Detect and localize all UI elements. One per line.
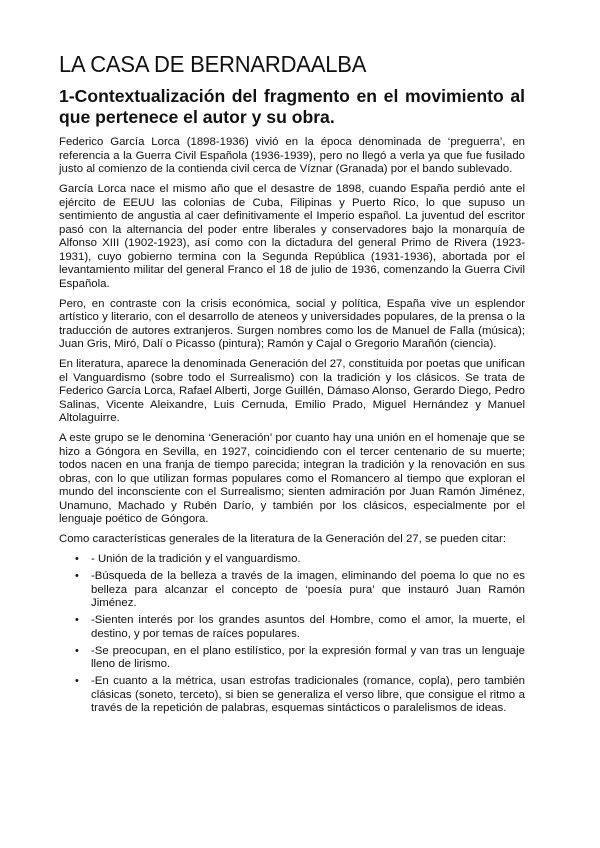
bullet-icon: •: [75, 570, 79, 582]
list-item-text: -En cuanto a la métrica, usan estrofas tradicionales (romance, copla), pero también clásicas (soneto, terceto), si bien se generaliza el verso libre, que consigue el ritmo a través de la repetición de palabras, esquemas sintácticos o paralelismos de ideas.: [91, 675, 525, 714]
paragraph-1: Federico García Lorca (1898-1936) vivió en la época denominada de ‘preguerra’, en referencia a la Guerra Civil Española (1936-1939), pero no llegó a verla ya que fue fusilado justo al comienzo de la contienda civil cerca de Víznar (Granada) por el bando sublevado.: [59, 136, 525, 175]
paragraph-6: Como características generales de la literatura de la Generación del 27, se pueden citar:: [59, 533, 507, 545]
bullet-icon: •: [75, 614, 79, 626]
list-item-text: - Unión de la tradición y el vanguardismo.: [91, 553, 301, 565]
paragraph-3: Pero, en contraste con la crisis económica, social y política, España vive un esplendor artístico y literario, con el desarrollo de ateneos y universidades populares, de la prensa o la traducción de autores extranjeros. Surgen nombres como los de Manuel de Falla (música); Juan Gris, Miró, Dalí o Picasso (pintura); Ramón y Cajal o Gregorio Marañón (ciencia).: [59, 297, 525, 350]
section-title: 1-Contextualización del fragmento en el movimiento al que pertenece el autor y su obra.: [59, 86, 525, 127]
paragraph-4: En literatura, aparece la denominada Generación del 27, constituida por poetas que unifican el Vanguardismo (sobre todo el Surrealismo) con la tradición y los clásicos. Se trata de Federico García Lorca, Rafael Alberti, Jorge Guillén, Dámaso Alonso, Gerardo Diego, Pedro Salinas, Vicente Aleixandre, Luis Cernuda, Emilio Prado, Miguel Hernández y Manuel Altolaguirre.: [59, 358, 525, 424]
bullet-icon: •: [75, 675, 79, 687]
bullet-icon: •: [75, 553, 79, 565]
document-title: LA CASA DE BERNARDAALBA: [59, 51, 367, 78]
list-item: [75, 675, 525, 716]
paragraph-2: García Lorca nace el mismo año que el desastre de 1898, cuando España perdió ante el ejército de EEUU las colonias de Cuba, Filipinas y Puerto Rico, lo que supuso un sentimiento de angustia al caer definitivamente el Imperio español. La juventud del escritor pasó con la alternancia del poder entre liberales y conservadores bajo la monarquía de Alfonso XIII (1902-1923), así como con la dictadura del general Primo de Rivera (1923-1931), cuyo gobierno termina con la Segunda República (1931-1936), abortada por el levantamiento militar del general Franco el 18 de julio de 1936, comenzando la Guerra Civil Española.: [59, 183, 525, 290]
list-item-text: -Búsqueda de la belleza a través de la imagen, eliminando del poema lo que no es belleza para alcanzar el concepto de ‘poesía pura’ que instauró Juan Ramón Jiménez.: [91, 570, 525, 609]
list-item: [75, 570, 525, 611]
list-item: [75, 553, 525, 567]
list-item-text: -Sienten interés por los grandes asuntos del Hombre, como el amor, la muerte, el destino, y por temas de raíces populares.: [91, 614, 525, 640]
bullet-icon: •: [75, 644, 79, 657]
paragraph-5: A este grupo se le denomina ‘Generación’ por cuanto hay una unión en el homenaje que se hizo a Góngora en Sevilla, en 1927, coincidiendo con el tercer centenario de su muerte; todos nacen en una franja de tiempo parecida; integran la tradición y la renovación en sus obras, con lo que utilizan formas populares como el Romancero al tiempo que exploran el mundo del inconsciente con el Surrealismo; sienten admiración por Juan Ramón Jiménez, Unamuno, Machado y Rubén Darío, y también por los clásicos, especialmente por el lenguaje poético de Góngora.: [59, 432, 525, 525]
list-item: [75, 644, 525, 672]
characteristics-list: [59, 553, 525, 716]
list-item: [75, 614, 525, 641]
document-page: [59, 50, 525, 719]
list-item-text: -Se preocupan, en el plano estilístico, por la expresión formal y van tras un lenguaje lleno de lirismo.: [91, 644, 525, 670]
